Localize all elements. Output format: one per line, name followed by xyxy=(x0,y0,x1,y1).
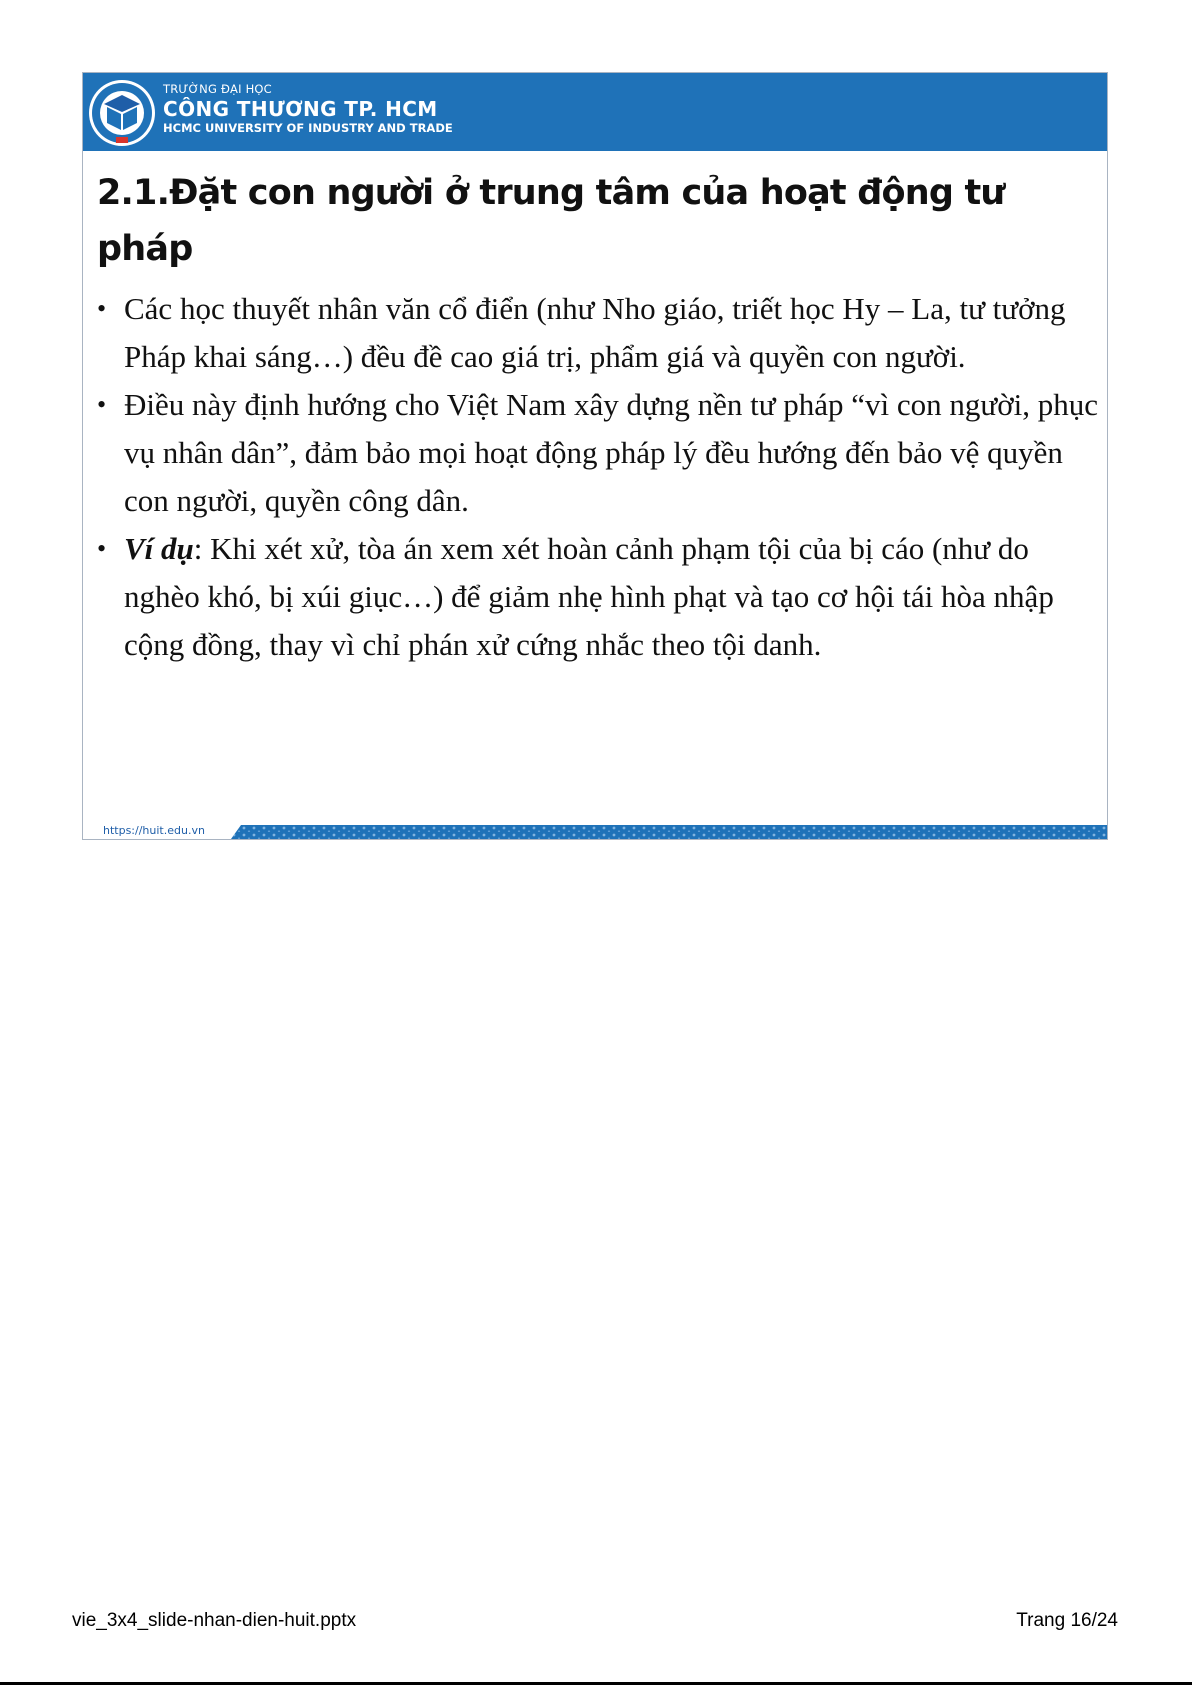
slide-title: 2.1.Đặt con người ở trung tâm của hoạt động tư pháp xyxy=(97,173,1005,269)
bullet-lead: Ví dụ xyxy=(124,531,194,566)
document-filename: vie_3x4_slide-nhan-dien-huit.pptx xyxy=(72,1610,357,1631)
bullet-icon: • xyxy=(97,294,107,323)
bullet-item xyxy=(97,381,1105,525)
footer-pattern-band xyxy=(231,825,1107,839)
slide-header xyxy=(83,73,1107,151)
bullet-icon: • xyxy=(97,534,107,563)
slide xyxy=(82,72,1108,840)
logo-line-english: HCMC UNIVERSITY OF INDUSTRY AND TRADE xyxy=(163,121,453,135)
page-number: Trang 16/24 xyxy=(1016,1610,1118,1631)
footer-url-link[interactable]: https://huit.edu.vn xyxy=(103,824,205,837)
bullet-text: : Khi xét xử, tòa án xem xét hoàn cảnh phạm tội của bị cáo (như do nghèo khó, bị xúi giục…) để giảm nhẹ hình phạt và tạo cơ hội tái hòa nhập cộng đồng, thay vì chỉ phán xử cứng nhắc theo tội danh. xyxy=(124,531,1054,662)
bullet-text: Điều này định hướng cho Việt Nam xây dựng nền tư pháp “vì con người, phục vụ nhân dân”, đảm bảo mọi hoạt động pháp lý đều hướng đến bảo vệ quyền con người, quyền công dân. xyxy=(124,387,1098,518)
university-seal-icon xyxy=(88,79,156,147)
bullet-text: Các học thuyết nhân văn cổ điển (như Nho giáo, triết học Hy – La, tư tưởng Pháp khai sáng…) đều đề cao giá trị, phẩm giá và quyền con người. xyxy=(124,291,1066,374)
logo-line-name: CÔNG THƯƠNG TP. HCM xyxy=(163,97,438,121)
logo-line-university: TRƯỜNG ĐẠI HỌC xyxy=(163,82,272,96)
bullet-icon: • xyxy=(97,390,107,419)
slide-footer xyxy=(83,824,1107,839)
bullet-item xyxy=(97,525,1105,669)
university-logo-text xyxy=(163,81,453,136)
bullet-list xyxy=(97,285,1105,669)
bullet-item xyxy=(97,285,1105,381)
